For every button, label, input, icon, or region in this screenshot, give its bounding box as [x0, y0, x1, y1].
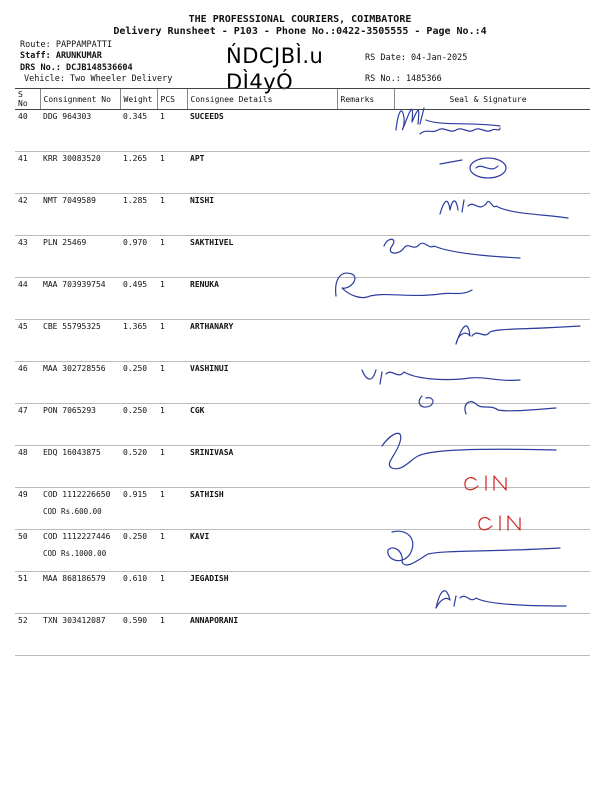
- cell-weight: 0.250: [120, 362, 157, 404]
- table-row: [15, 278, 590, 320]
- consignment-number: COD 1112227446: [43, 532, 111, 541]
- cell-pcs: 1: [157, 530, 187, 572]
- cell-weight: 0.495: [120, 278, 157, 320]
- cell-remarks: [337, 278, 394, 320]
- cell-sno: 50: [15, 530, 40, 572]
- page-title: THE PROFESSIONAL COURIERS, COIMBATORE: [188, 14, 412, 25]
- col-consignment: Consignment No: [40, 89, 120, 110]
- cell-remarks: [337, 362, 394, 404]
- cell-consignment: TXN 303412087: [40, 614, 120, 656]
- cell-weight: 0.345: [120, 110, 157, 152]
- cell-remarks: [337, 110, 394, 152]
- cell-weight: 1.285: [120, 194, 157, 236]
- col-consignee: Consignee Details: [187, 89, 337, 110]
- cell-remarks: [337, 614, 394, 656]
- cell-signature: [394, 320, 590, 362]
- cell-signature: [394, 446, 590, 488]
- cell-consignee: ANNAPORANI: [187, 614, 337, 656]
- table-row: [15, 320, 590, 362]
- cell-consignee: SATHISH: [187, 488, 337, 530]
- cell-signature: [394, 404, 590, 446]
- runsheet-table: [15, 88, 590, 656]
- cell-weight: 0.970: [120, 236, 157, 278]
- cell-remarks: [337, 572, 394, 614]
- col-pcs: PCS: [157, 89, 187, 110]
- cell-weight: 0.915: [120, 488, 157, 530]
- table-row: [15, 446, 590, 488]
- cod-amount: COD Rs.1000.00: [43, 549, 107, 558]
- cell-sno: 44: [15, 278, 40, 320]
- cell-consignee: JEGADISH: [187, 572, 337, 614]
- cell-sno: 40: [15, 110, 40, 152]
- cell-pcs: 1: [157, 614, 187, 656]
- cell-consignee: APT: [187, 152, 337, 194]
- cell-signature: [394, 236, 590, 278]
- table-row: [15, 404, 590, 446]
- cell-pcs: 1: [157, 362, 187, 404]
- cell-sno: 46: [15, 362, 40, 404]
- cell-consignee: SRINIVASA: [187, 446, 337, 488]
- cell-consignee: ARTHANARY: [187, 320, 337, 362]
- barcode-line-2: DÌ4yÓ: [226, 70, 294, 94]
- cell-pcs: 1: [157, 404, 187, 446]
- cell-remarks: [337, 152, 394, 194]
- cell-remarks: [337, 446, 394, 488]
- page-subtitle: Delivery Runsheet - P103 - Phone No.:0422-3505555 - Page No.:4: [113, 26, 487, 37]
- cell-consignee: CGK: [187, 404, 337, 446]
- cell-consignment: PON 7065293: [40, 404, 120, 446]
- cell-pcs: 1: [157, 572, 187, 614]
- cell-pcs: 1: [157, 194, 187, 236]
- cell-weight: 0.520: [120, 446, 157, 488]
- cell-consignment: CBE 55795325: [40, 320, 120, 362]
- cell-consignment: NMT 7049589: [40, 194, 120, 236]
- cell-signature: [394, 614, 590, 656]
- table-row: [15, 572, 590, 614]
- barcode-line-1: ŃDCJBÌ.u: [226, 44, 324, 68]
- cell-pcs: 1: [157, 278, 187, 320]
- route-label: Route: PAPPAMPATTI: [20, 40, 113, 50]
- cell-sno: 43: [15, 236, 40, 278]
- cell-consignee: SUCEEDS: [187, 110, 337, 152]
- cell-consignment: EDQ 16043875: [40, 446, 120, 488]
- cell-consignment: KRR 30083520: [40, 152, 120, 194]
- drs-label: DRS No.: DCJB148536604: [20, 63, 133, 73]
- cell-pcs: 1: [157, 152, 187, 194]
- cell-signature: [394, 152, 590, 194]
- cell-weight: 0.250: [120, 530, 157, 572]
- cell-remarks: [337, 194, 394, 236]
- cell-sno: 49: [15, 488, 40, 530]
- cell-sno: 41: [15, 152, 40, 194]
- cell-consignment: MAA 302728556: [40, 362, 120, 404]
- cell-remarks: [337, 530, 394, 572]
- table-row: [15, 152, 590, 194]
- cell-pcs: 1: [157, 446, 187, 488]
- table-row: [15, 362, 590, 404]
- cell-pcs: 1: [157, 488, 187, 530]
- cell-consignment: MAA 703939754: [40, 278, 120, 320]
- staff-label: Staff: ARUNKUMAR: [20, 51, 102, 61]
- cell-consignment: PLN 25469: [40, 236, 120, 278]
- cell-weight: 0.250: [120, 404, 157, 446]
- rs-number: RS No.: 1485366: [365, 74, 442, 84]
- cell-sno: 42: [15, 194, 40, 236]
- col-weight: Weight: [120, 89, 157, 110]
- col-signature: Seal & Signature: [394, 89, 590, 110]
- cell-sno: 48: [15, 446, 40, 488]
- cell-consignment: DDG 964303: [40, 110, 120, 152]
- cell-signature: [394, 572, 590, 614]
- cell-consignee: VASHINUI: [187, 362, 337, 404]
- cell-consignment: MAA 868186579: [40, 572, 120, 614]
- cell-signature: [394, 488, 590, 530]
- cell-consignment: [40, 488, 120, 530]
- cell-signature: [394, 362, 590, 404]
- cell-weight: 0.610: [120, 572, 157, 614]
- cell-remarks: [337, 404, 394, 446]
- cell-consignee: KAVI: [187, 530, 337, 572]
- table-row: [15, 194, 590, 236]
- cell-remarks: [337, 236, 394, 278]
- cell-sno: 52: [15, 614, 40, 656]
- cell-pcs: 1: [157, 320, 187, 362]
- table-row: [15, 236, 590, 278]
- cell-sno: 47: [15, 404, 40, 446]
- cell-sno: 51: [15, 572, 40, 614]
- cell-remarks: [337, 320, 394, 362]
- cell-consignee: NISHI: [187, 194, 337, 236]
- vehicle-label: Vehicle: Two Wheeler Delivery: [24, 74, 173, 84]
- rs-date: RS Date: 04-Jan-2025: [365, 53, 468, 63]
- table-header-row: [15, 89, 590, 110]
- cell-consignee: SAKTHIVEL: [187, 236, 337, 278]
- cell-weight: 1.265: [120, 152, 157, 194]
- col-remarks: Remarks: [337, 89, 394, 110]
- consignment-number: COD 1112226650: [43, 490, 111, 499]
- cell-signature: [394, 530, 590, 572]
- col-sno: S No: [15, 89, 40, 110]
- cell-signature: [394, 110, 590, 152]
- cell-weight: 0.590: [120, 614, 157, 656]
- cell-remarks: [337, 488, 394, 530]
- cod-amount: COD Rs.600.00: [43, 507, 102, 516]
- cell-signature: [394, 194, 590, 236]
- cell-consignee: RENUKA: [187, 278, 337, 320]
- cell-sno: 45: [15, 320, 40, 362]
- table-row: [15, 614, 590, 656]
- table-row: [15, 488, 590, 530]
- cell-weight: 1.365: [120, 320, 157, 362]
- cell-pcs: 1: [157, 236, 187, 278]
- cell-pcs: 1: [157, 110, 187, 152]
- table-row: [15, 110, 590, 152]
- cell-signature: [394, 278, 590, 320]
- cell-consignment: [40, 530, 120, 572]
- table-row: [15, 530, 590, 572]
